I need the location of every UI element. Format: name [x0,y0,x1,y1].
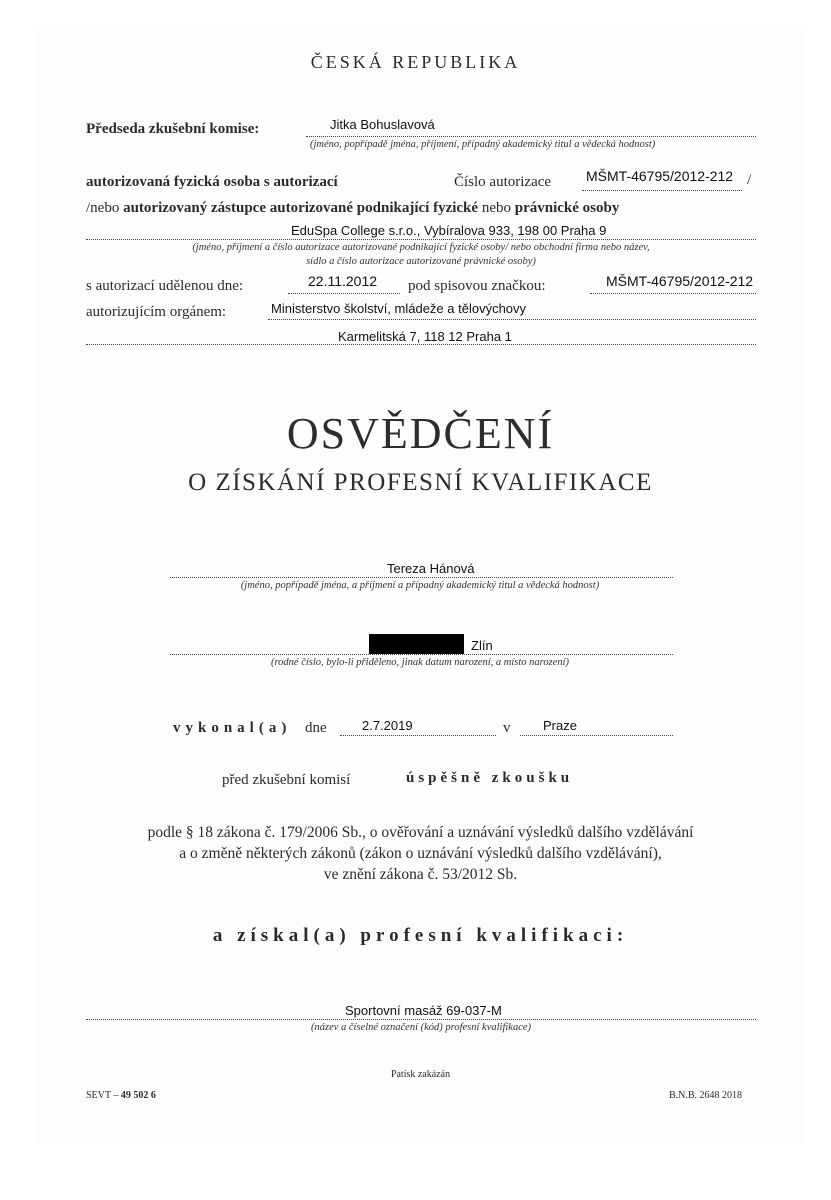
holder-name-hint: (jméno, popřípadě jména, a příjmení a případný akademický titul a vědecká hodnost) [240,580,600,591]
law-line-3: ve znění zákona č. 53/2012 Sb. [323,866,518,883]
certificate-title: OSVĚDČENÍ [286,409,555,458]
redaction-bar [369,634,464,654]
exam-date-line [340,735,496,736]
qualification-name: Sportovní masáž 69-037-M [345,1003,502,1018]
birth-hint: (rodné číslo, bylo-li přiděleno, jinak datum narození, a místo narození) [270,657,570,668]
law-line-1: podle § 18 zákona č. 179/2006 Sb., o ověřování a uznávání výsledků dalšího vzdělávání [147,824,694,841]
v-label: v [503,720,511,736]
company-hint-1: (jméno, příjmení a číslo autorizace autorizované podnikající fyzické osoby/ nebo obchodní firma nebo název, [192,242,650,253]
organ-label: autorizujícím orgánem: [86,304,227,320]
or-word: nebo [481,200,511,216]
file-number-line [590,293,756,294]
birth-place: Zlín [471,638,493,653]
bnb-code: B.N.B. 2648 2018 [669,1090,743,1101]
chair-name: Jitka Bohuslavová [330,117,435,132]
granted-label: s autorizací udělenou dne: [86,278,244,294]
birth-line [170,654,673,655]
company-line [86,239,756,240]
country-heading: ČESKÁ REPUBLIKA [310,52,521,72]
exam-place-line [520,735,673,736]
holder-name: Tereza Hánová [387,561,475,576]
reprint-notice: Patisk zakázán [390,1069,451,1080]
chair-hint: (jméno, popřípadě jména, příjmení, případný akademický titul a vědecká hodnost) [310,139,656,150]
before-committee: před zkušební komisí [222,772,351,788]
sevt-code: SEVT – 49 502 6 [86,1090,156,1101]
exam-place: Praze [543,718,577,733]
authorization-number: MŠMT-46795/2012-212 [586,168,734,184]
authorization-number-label: Číslo autorizace [454,174,552,190]
qualification-line [86,1019,756,1020]
qualification-heading: a získal(a) profesní kvalifikaci: [212,925,629,946]
authorized-person-label: autorizovaná fyzická osoba s autorizací [86,174,338,190]
exam-date: 2.7.2019 [362,718,413,733]
successfully-exam: úspěšně zkoušku [406,770,574,786]
authorization-number-line [582,190,742,191]
company-hint-2: sídlo a číslo autorizace autorizované právnické osoby) [306,256,536,267]
qualification-hint: (název a číselné označení (kód) profesní kvalifikace) [310,1022,532,1033]
authorized-representative-label: autorizovaný zástupce autorizované podnikající fyzické [123,200,479,216]
chair-label: Předseda zkušební komise: [86,121,260,137]
vykonal-label: vykonal(a) [173,720,292,736]
organ-address: Karmelitská 7, 118 12 Praha 1 [338,329,512,344]
holder-name-line [170,577,673,578]
company-name: EduSpa College s.r.o., Vybíralova 933, 198 00 Praha 9 [291,223,607,238]
dne-label: dne [305,720,327,736]
slash: / [747,172,752,188]
law-line-2: a o změně některých zákonů (zákon o uznávání výsledků dalšího vzdělávání), [179,845,662,862]
legal-entity-label: právnické osoby [514,200,620,216]
granted-date-line [288,293,400,294]
granted-date: 22.11.2012 [308,273,378,289]
certificate-subtitle: O ZÍSKÁNÍ PROFESNÍ KVALIFIKACE [188,469,653,496]
organ-name: Ministerstvo školství, mládeže a tělovýchovy [271,301,527,316]
organ-address-line [86,344,756,345]
organ-line [268,319,756,320]
chair-name-line [306,136,756,137]
or-prefix: /nebo [86,200,120,216]
file-label: pod spisovou značkou: [408,278,546,294]
file-number: MŠMT-46795/2012-212 [606,273,754,289]
